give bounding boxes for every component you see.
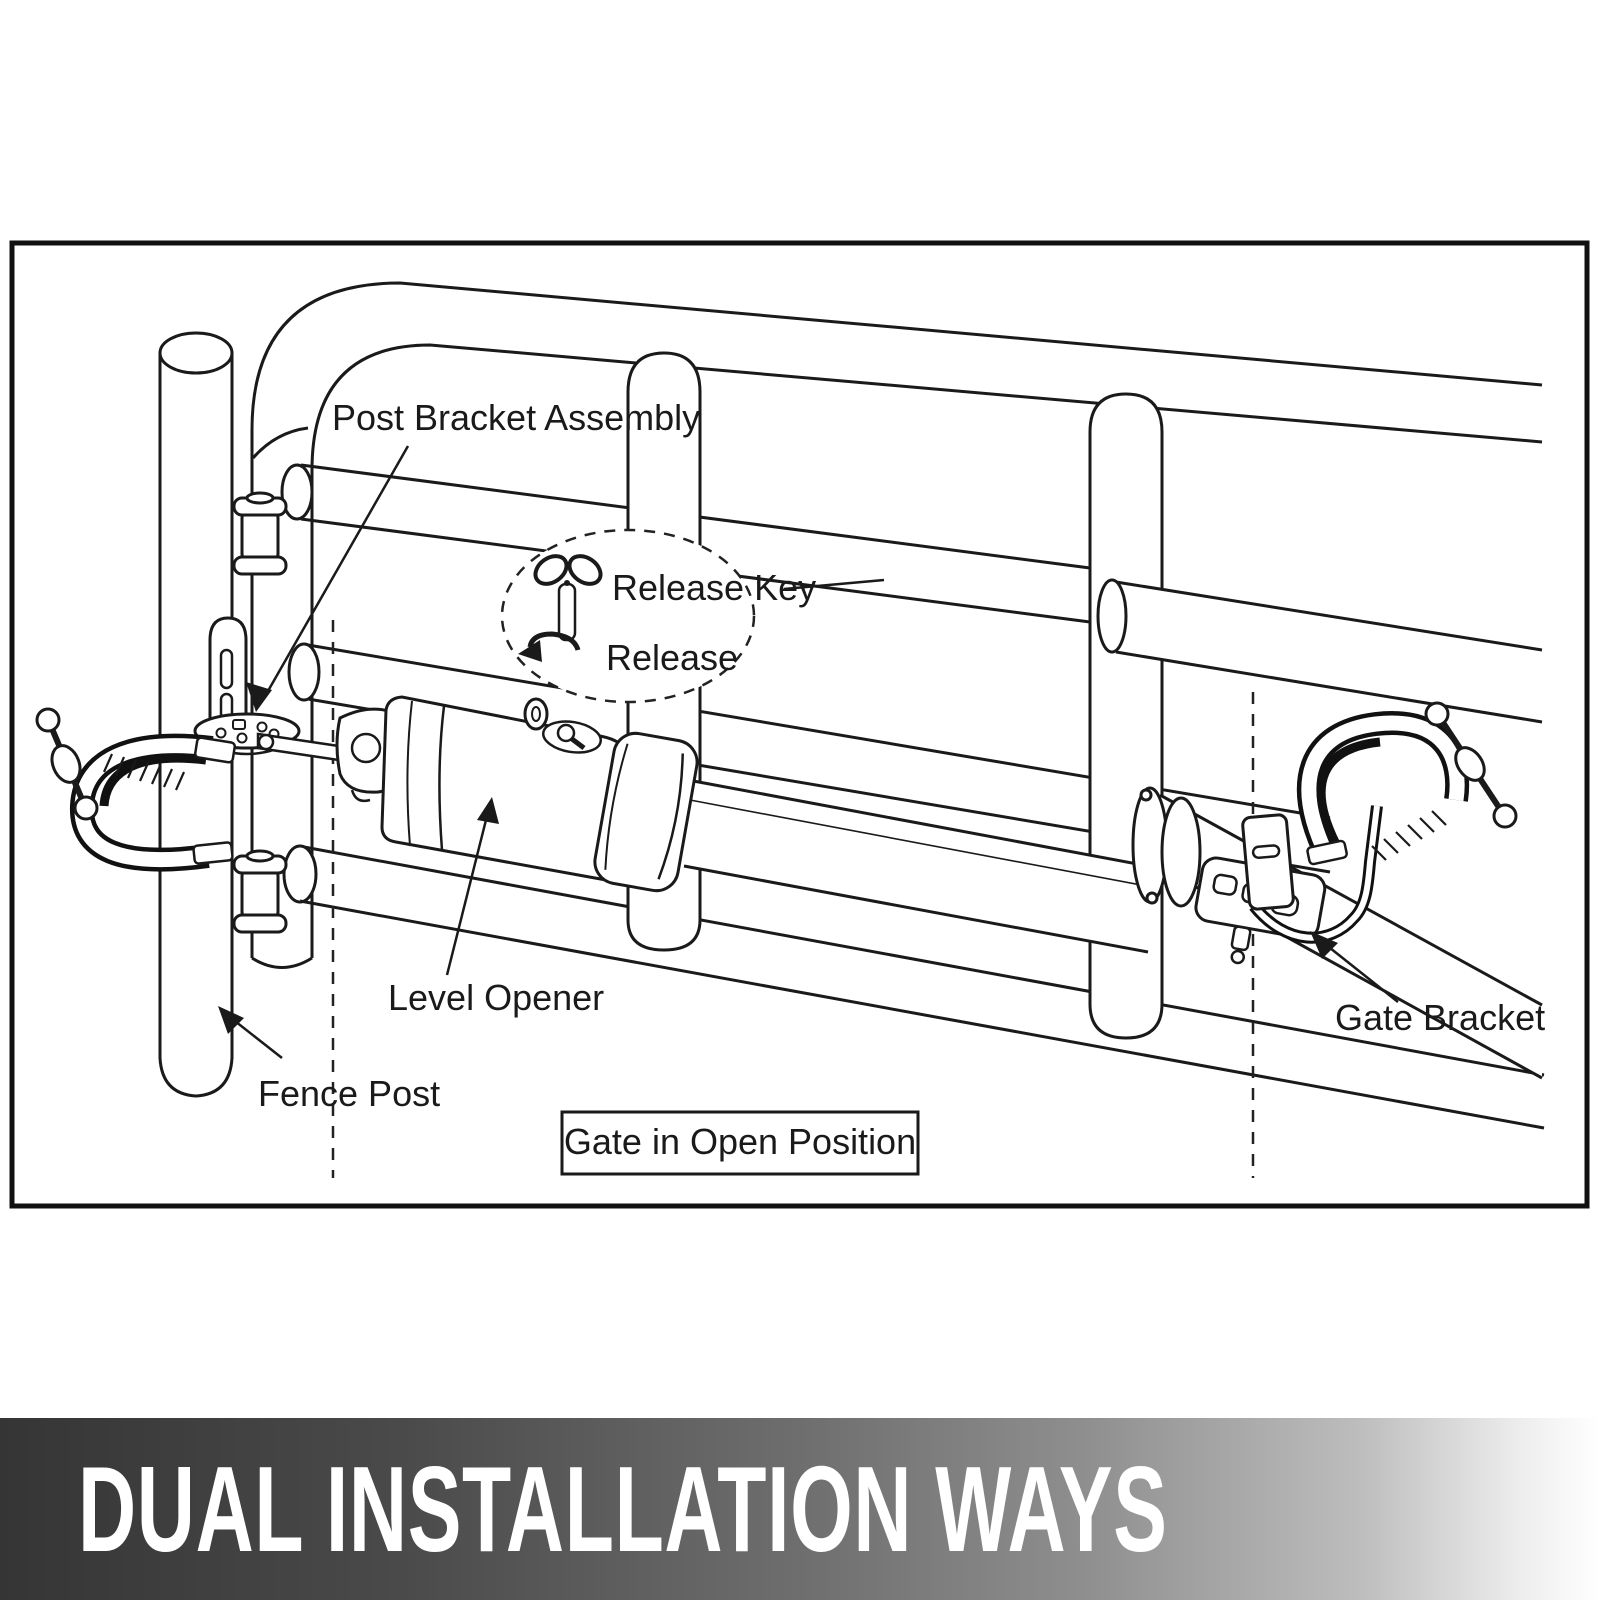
caption-box	[562, 1112, 918, 1174]
hinge-bottom	[234, 851, 286, 932]
label-level-opener: Level Opener	[388, 977, 605, 1018]
keyhole-icon	[558, 725, 574, 741]
caption-text: Gate in Open Position	[563, 1121, 917, 1162]
label-release: Release	[606, 637, 739, 678]
label-release-key: Release Key	[612, 567, 817, 608]
label-gate-bracket: Gate Bracket	[1335, 997, 1546, 1038]
hinge-top	[234, 493, 286, 574]
label-fence-post: Fence Post	[258, 1073, 441, 1114]
label-post-bracket-assembly: Post Bracket Assembly	[332, 397, 701, 438]
banner-title: DUAL INSTALLATION WAYS	[78, 1441, 1168, 1577]
banner	[0, 1418, 1600, 1600]
